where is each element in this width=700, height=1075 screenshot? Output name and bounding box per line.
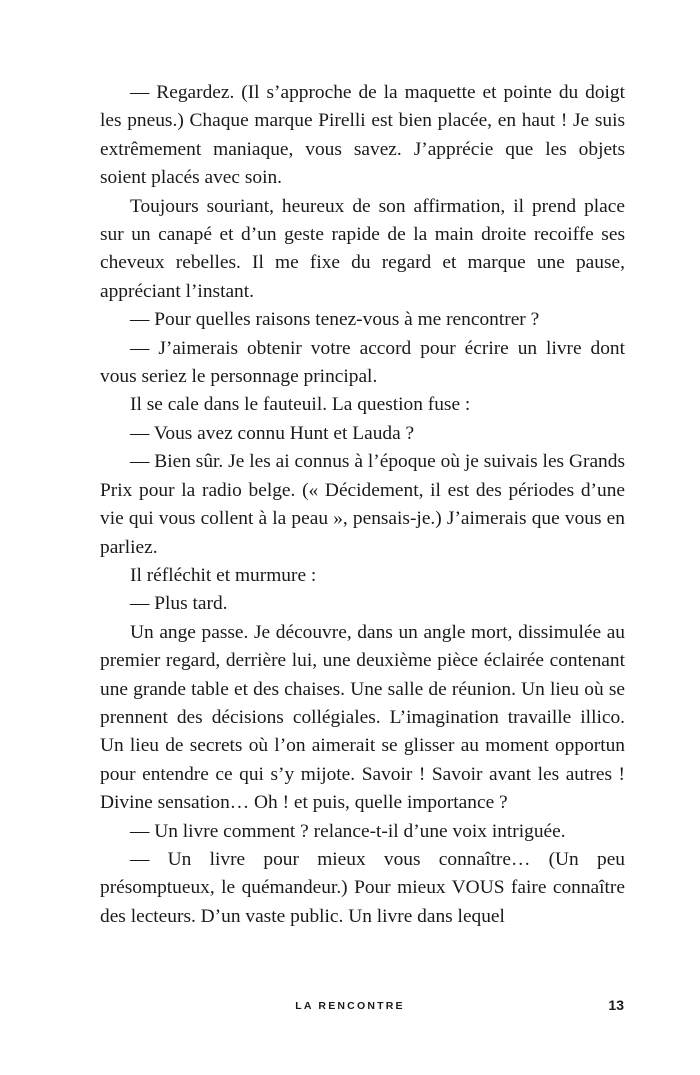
paragraph-9: — Plus tard. <box>130 593 228 615</box>
paragraph-12: — Un livre pour mieux vous connaître… (Un peu présomptueux, le quémandeur.) Pour mieux VOUS faire connaître des lecteurs. D’un vaste public. Un livre dans lequel <box>100 848 625 927</box>
page-number: 13 <box>608 997 624 1013</box>
paragraph-2: Toujours souriant, heureux de son affirmation, il prend place sur un canapé et d’un geste rapide de la main droite recoiffe ses cheveux rebelles. Il me fixe du regard et marque une pause, appréciant l’instant. <box>100 195 625 302</box>
paragraph-5: Il se cale dans le fauteuil. La question fuse : <box>130 394 471 416</box>
paragraph-10: Un ange passe. Je découvre, dans un angle mort, dissimulée au premier regard, derrière lui, une deuxième pièce éclairée contenant une grande table et des chaises. Une salle de réunion. Un lieu où se prennent des décisions collégiales. L’imagination travaille illico. Un lieu de secrets où l’on aimerait se glisser au moment opportun pour entendre ce qui s’y mijote. Savoir ! Savoir avant les autres ! Divine sensation… Oh ! et puis, quelle importance ? <box>100 621 625 814</box>
paragraph-4: — J’aimerais obtenir votre accord pour écrire un livre dont vous seriez le personnage principal. <box>100 337 625 388</box>
running-title: LA RENCONTRE <box>295 1000 405 1012</box>
paragraph-1: — Regardez. (Il s’approche de la maquette et pointe du doigt les pneus.) Chaque marque Pirelli est bien placée, en haut ! Je suis extrêmement maniaque, vous savez. J’apprécie que les objets soient placés avec soin. <box>100 82 625 189</box>
paragraph-7: — Bien sûr. Je les ai connus à l’époque où je suivais les Grands Prix pour la radio belge. (« Décidement, il est des périodes d’une vie qui vous collent à la peau », pensais-je.) J’aimerais que vous en parliez. <box>100 451 625 558</box>
paragraph-6: — Vous avez connu Hunt et Lauda ? <box>130 422 415 444</box>
paragraph-3: — Pour quelles raisons tenez-vous à me rencontrer ? <box>130 309 540 331</box>
body-text <box>100 79 625 931</box>
paragraph-8: Il réfléchit et murmure : <box>130 564 317 586</box>
paragraph-11: — Un livre comment ? relance-t-il d’une voix intriguée. <box>130 820 566 842</box>
